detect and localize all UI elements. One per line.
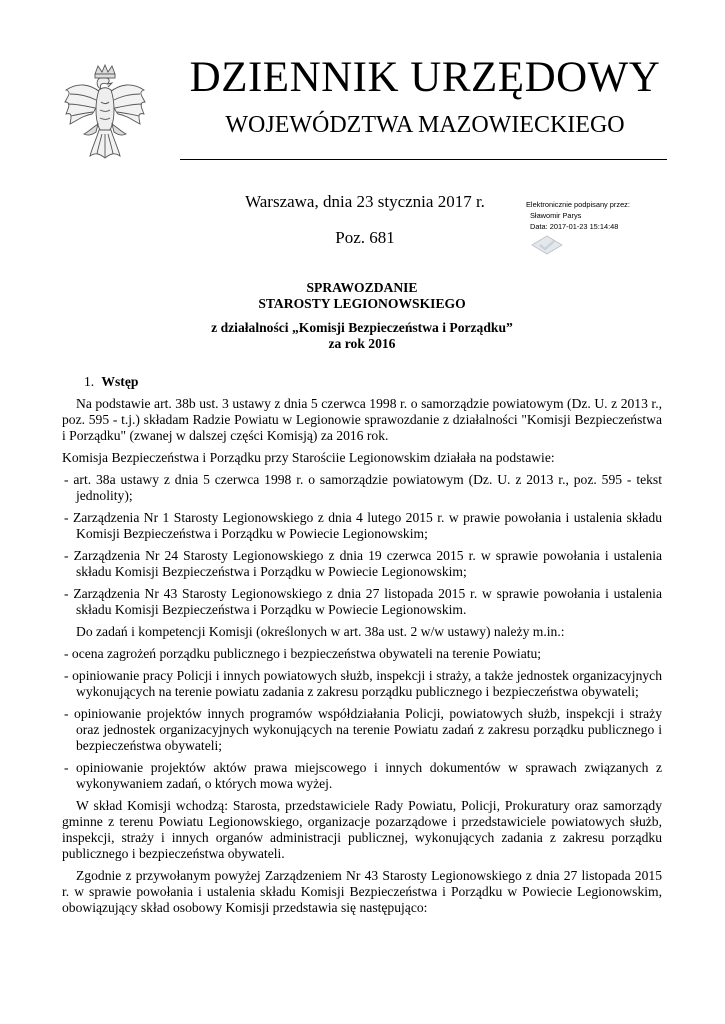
signature-date: Data: 2017-01-23 15:14:48: [530, 222, 619, 231]
report-year: za rok 2016: [328, 336, 396, 351]
list-item: - Zarządzenia Nr 43 Starosty Legionowskiego z dnia 27 listopada 2015 r. w sprawie powołania i ustalenia składu Komisji Bezpieczeństwa i Porządku w Powiecie Legionowskim.: [64, 586, 662, 617]
list-item: - opiniowanie pracy Policji i innych powiatowych służb, inspekcji i straży, a także jednostek organizacyjnych wykonujących na terenie powiatu zadania z zakresu porządku publicznego i bezpieczeństwa obywateli;: [64, 668, 662, 699]
document-body: [62, 374, 662, 922]
section-number: 1.: [84, 374, 95, 389]
list-item: - art. 38a ustawy z dnia 5 czerwca 1998 r. o samorządzie powiatowym (Dz. U. z 2013 r., poz. 595 - tekst jednolity);: [64, 472, 662, 503]
composition-paragraph: W skład Komisji wchodzą: Starosta, przedstawiciele Rady Powiatu, Policji, Prokuratury oraz samorządy gminne z terenu Powiatu Legionowskiego, organizacje pozarządowe i przedstawiciele powiatowych służb, inspekcji, straży i innych organów administracji publicznej, wykonujących zadania z zakresu porządku publicznego i bezpieczeństwa obywateli.: [62, 798, 662, 861]
position-number: Poz. 681: [335, 228, 395, 247]
report-scope: z działalności „Komisji Bezpieczeństwa i Porządku”: [211, 320, 513, 335]
intro-paragraph: Na podstawie art. 38b ust. 3 ustawy z dnia 5 czerwca 1998 r. o samorządzie powiatowym (Dz. U. z 2013 r., poz. 595 - t.j.) składam Radzie Powiatu w Legionowie sprawozdanie z działalności "Komisji Bezpieczeństwa i Porządku" (zwanej w dalszej części Komisją) za 2016 rok.: [62, 396, 662, 443]
list-item: - opiniowanie projektów innych programów współdziałania Policji, powiatowych służb, inspekcji i straży oraz jednostek organizacyjnych wykonujących na terenie Powiatu zadań z zakresu porządku publicznego i bezpieczeństwa obywateli;: [64, 706, 662, 753]
list-item: - opiniowanie projektów aktów prawa miejscowego i innych dokumentów w sprawach związanych z wykonywaniem zadań, o których mowa wyżej.: [64, 760, 662, 791]
issue-date: Warszawa, dnia 23 stycznia 2017 r.: [245, 192, 485, 211]
report-author: STAROSTY LEGIONOWSKIEGO: [258, 296, 466, 311]
journal-title: DZIENNIK URZĘDOWY: [189, 54, 661, 101]
list-item: - Zarządzenia Nr 1 Starosty Legionowskiego z dnia 4 lutego 2015 r. w prawie powołania i ustalenia składu Komisji Bezpieczeństwa i Porządku w Powiecie Legionowskim;: [64, 510, 662, 541]
basis-intro: Komisja Bezpieczeństwa i Porządku przy Starościie Legionowskim działała na podstawie:: [62, 450, 555, 465]
journal-subtitle: WOJEWÓDZTWA MAZOWIECKIEGO: [225, 112, 625, 138]
tasks-intro: Do zadań i kompetencji Komisji (określonych w art. 38a ust. 2 w/w ustawy) należy m.in.:: [76, 624, 565, 639]
list-item: - Zarządzenia Nr 24 Starosty Legionowskiego z dnia 19 czerwca 2015 r. w sprawie powołania i ustalenia składu Komisji Bezpieczeństwa i Porządku w Powiecie Legionowskim;: [64, 548, 662, 579]
electronic-signature: [524, 199, 694, 232]
signature-name: Sławomir Parys: [530, 211, 582, 220]
header-divider: [180, 159, 667, 160]
signature-check-icon: [530, 234, 564, 256]
section-title: Wstęp: [101, 374, 139, 389]
signature-label: Elektronicznie podpisany przez:: [526, 200, 630, 209]
list-item: - ocena zagrożeń porządku publicznego i bezpieczeństwa obywateli na terenie Powiatu;: [64, 646, 542, 661]
report-heading: [62, 280, 662, 352]
closing-paragraph: Zgodnie z przywołanym powyżej Zarządzeniem Nr 43 Starosty Legionowskiego z dnia 27 listopada 2015 r. w sprawie powołania i ustalenia składu Komisji Bezpieczeństwa i Porządku w Powiecie Legionowskim, obowiązujący skład osobowy Komisji przedstawia się następująco:: [62, 868, 662, 915]
report-title: SPRAWOZDANIE: [306, 280, 418, 295]
section-heading: [84, 374, 662, 390]
eagle-emblem-icon: [62, 62, 148, 162]
